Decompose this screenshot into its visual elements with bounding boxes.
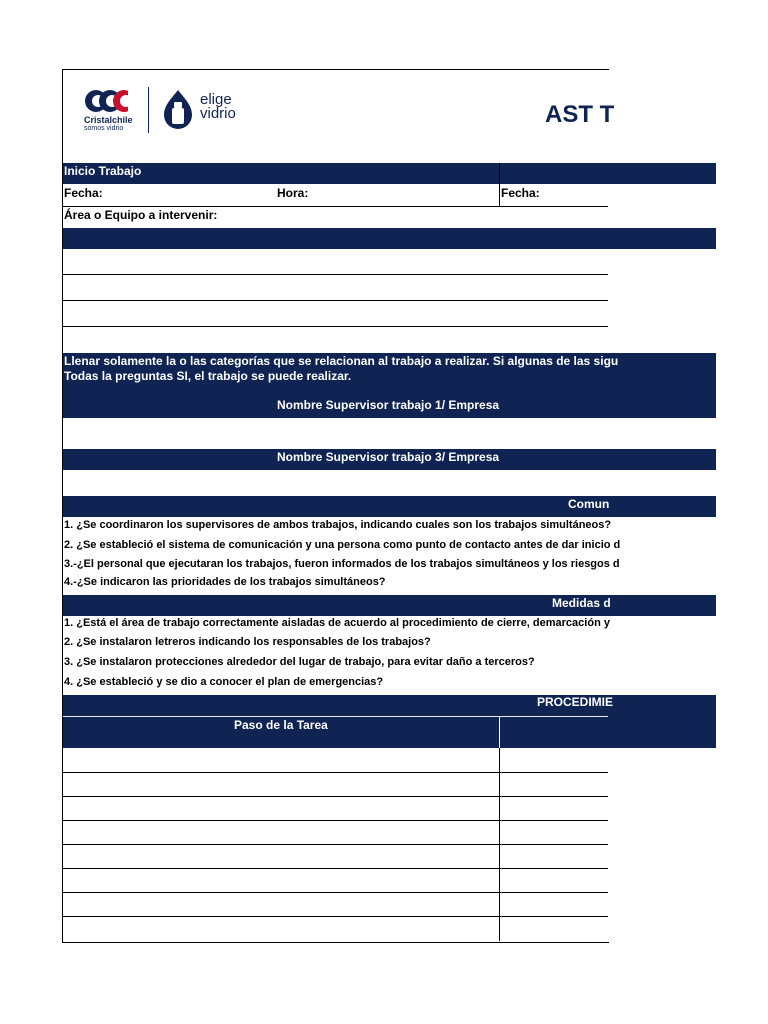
inicio-heading: Inicio Trabajo [64,164,142,178]
supervisor1-band [62,396,716,418]
paso-cell-6[interactable] [62,868,499,892]
procedimiento-header-divider [499,716,500,748]
hora-label: Hora: [277,186,309,200]
area-input-row-2[interactable] [62,275,608,301]
comunicacion-q1: 1. ¿Se coordinaron los supervisores de ambos trabajos, indicando cuales son los trabajos simultáneos? [64,519,612,531]
procedimiento-col-divider [499,748,500,941]
cristalchile-logo-icon [84,88,136,114]
paso-cell-7[interactable] [62,892,499,916]
medidas-band [62,595,716,616]
brand-right-line1: elige [200,91,232,108]
area-row [62,206,716,228]
fecha2-label: Fecha: [501,186,540,200]
area-label: Área o Equipo a intervenir: [64,208,218,222]
supervisor1-label: Nombre Supervisor trabajo 1/ Empresa [277,398,500,412]
procedimiento-subline [62,716,608,717]
brand-right-line2: vidrio [200,105,236,122]
brand-left-tagline: somos vidrio [84,125,124,132]
medidas-heading: Medidas d [552,596,611,610]
comunicacion-q3-row [62,557,620,576]
paso-cell-4[interactable] [62,820,499,844]
comunicacion-q4: 4.-¿Se indicaron las prioridades de los trabajos simultáneos? [64,576,386,588]
medidas-q3: 3. ¿Se instalaron protecciones alrededor del lugar de trabajo, para evitar daño a terceros? [64,656,535,668]
area-input-row-3[interactable] [62,301,608,327]
brand-left-name: Cristalchile [84,115,133,125]
comunicacion-q4-row [62,576,608,595]
paso-cell-8[interactable] [62,916,499,941]
paso-cell-2[interactable] [62,772,499,796]
medidas-q2-row [62,636,608,656]
area-header-band [62,228,716,249]
medidas-q4: 4. ¿Se estableció y se dio a conocer el plan de emergencias? [64,676,384,688]
paso-cell-5[interactable] [62,844,499,868]
comunicacion-q2: 2. ¿Se estableció el sistema de comunicación y una persona como punto de contacto antes de dar inicio d [64,539,621,551]
supervisor3-label: Nombre Supervisor trabajo 3/ Empresa [277,450,500,464]
comunicacion-q1-row [62,517,612,537]
comunicacion-q3: 3.-¿El personal que ejecutaran los trabajos, fueron informados de los trabajos simultáneos y los riesgos d [64,558,620,570]
instructions-band [62,353,716,396]
medidas-q2: 2. ¿Se instalaron letreros indicando los responsables de los trabajos? [64,636,431,648]
supervisor3-band [62,449,716,470]
paso-cell-3[interactable] [62,796,499,820]
logo-separator [148,87,149,133]
instructions-line1: Llenar solamente la o las categorías que se relacionan al trabajo a realizar. Si algunas de las sigu [64,354,619,368]
fecha-row [62,184,716,206]
procedimiento-band [62,695,716,748]
fecha-label: Fecha: [64,186,103,200]
paso-tarea-header: Paso de la Tarea [234,718,328,732]
medidas-q4-row [62,676,608,695]
area-input-row-4[interactable] [62,327,608,353]
procedimiento-heading: PROCEDIMIE [537,695,614,709]
inicio-header-band [62,163,716,184]
comunicacion-band [62,496,716,517]
paso-cell-1[interactable] [62,748,499,772]
supervisor3-input[interactable] [62,470,608,496]
supervisor1-input[interactable] [62,418,608,449]
medidas-q1: 1. ¿Está el área de trabajo correctamente aisladas de acuerdo al procedimiento de cierre, demarcación y [64,617,610,629]
medidas-q1-row [62,616,608,636]
comunicacion-heading: Comun [568,497,610,511]
instructions-line2: Todas la preguntas SI, el trabajo se puede realizar. [64,369,352,383]
medidas-q3-row [62,656,608,676]
page-title: AST T [545,101,615,128]
brand-right-text [200,93,236,121]
comunicacion-q2-row [62,537,621,557]
area-input-row-1[interactable] [62,249,608,275]
bottle-drop-icon [162,88,194,132]
